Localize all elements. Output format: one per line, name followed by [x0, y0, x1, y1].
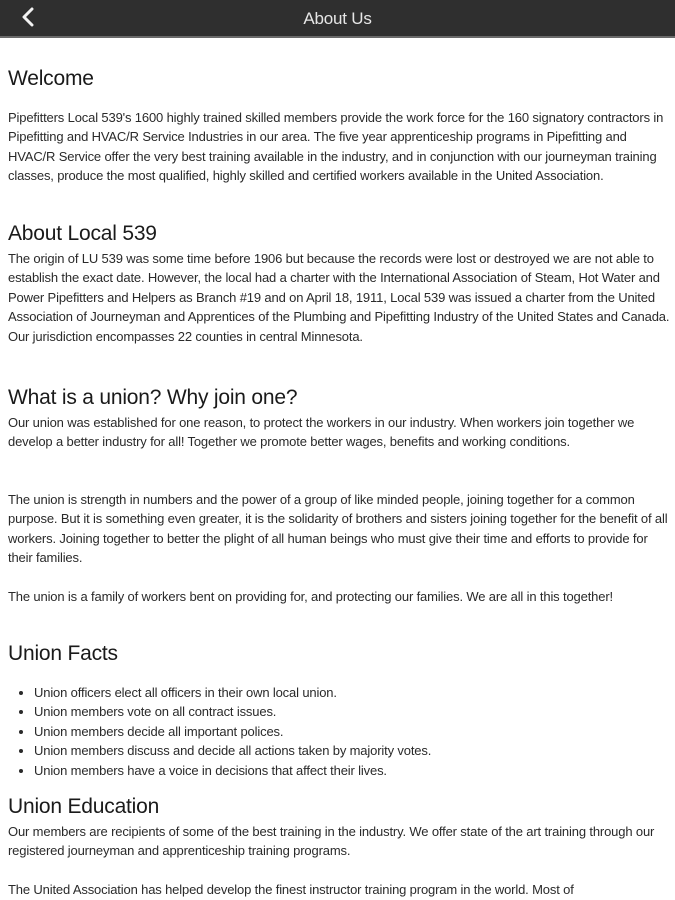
section-title-union-facts: Union Facts [8, 642, 118, 665]
welcome-paragraph: Pipefitters Local 539's 1600 highly trained skilled members provide the work force for the 160 signatory contractors in Pipefitting and HVAC/R Service Industries in our area. The five year apprenticeship programs in Pipefitting and HVAC/R Service offer the very best training available in the industry, and in conjunction with our journeyman training classes, produce the most qualified, highly skilled and certified workers available in the United Association. [8, 110, 664, 184]
list-item: • Union officers elect all officers in their own local union. [34, 683, 675, 702]
why-union-paragraph-1: Our union was established for one reason, to protect the workers in our industry. When workers join together we develop a better industry for all! Together we promote better wages, benefits and working conditions. [8, 415, 635, 450]
union-facts-list [0, 683, 675, 780]
education-paragraph-2: The United Association has helped develop the finest instructor training program in the world. Most of [8, 882, 574, 897]
why-union-paragraph-2: The union is strength in numbers and the power of a group of like minded people, joining together for a common purpose. But it is something even greater, it is the solidarity of brothers and sisters joining together for the benefit of all workers. Joining together to better the plight of all human beings who must give their time and efforts to provide for their families. [8, 492, 668, 566]
about-local-paragraph: The origin of LU 539 was some time before 1906 but because the records were lost or destroyed we are not able to establish the exact date. However, the local had a charter with the International Association of Steam, Hot Water and Power Pipefitters and Helpers as Branch #19 and on April 18, 1911, Local 539 was issued a charter from the United Association of Journeyman and Apprentices of the Plumbing and Pipefitting Industry of the United States and Canada. Our jurisdiction encompasses 22 counties in central Minnesota. [8, 251, 670, 344]
navigation-bar [0, 0, 675, 38]
section-title-what-is-union: What is a union? Why join one? [8, 386, 298, 409]
list-item: • Union members have a voice in decisions that affect their lives. [34, 761, 675, 780]
section-title-about-local: About Local 539 [8, 222, 157, 245]
list-item: • Union members decide all important polices. [34, 722, 675, 741]
list-item: • Union members discuss and decide all actions taken by majority votes. [34, 741, 675, 760]
list-item: • Union members vote on all contract issues. [34, 702, 675, 721]
why-union-paragraph-3: The union is a family of workers bent on providing for, and protecting our families. We are all in this together! [8, 589, 613, 604]
page-title: About Us [303, 9, 372, 28]
section-title-welcome: Welcome [8, 67, 94, 90]
education-paragraph-1: Our members are recipients of some of the best training in the industry. We offer state of the art training through our registered journeyman and apprenticeship training programs. [8, 824, 655, 859]
section-title-union-education: Union Education [8, 795, 160, 818]
